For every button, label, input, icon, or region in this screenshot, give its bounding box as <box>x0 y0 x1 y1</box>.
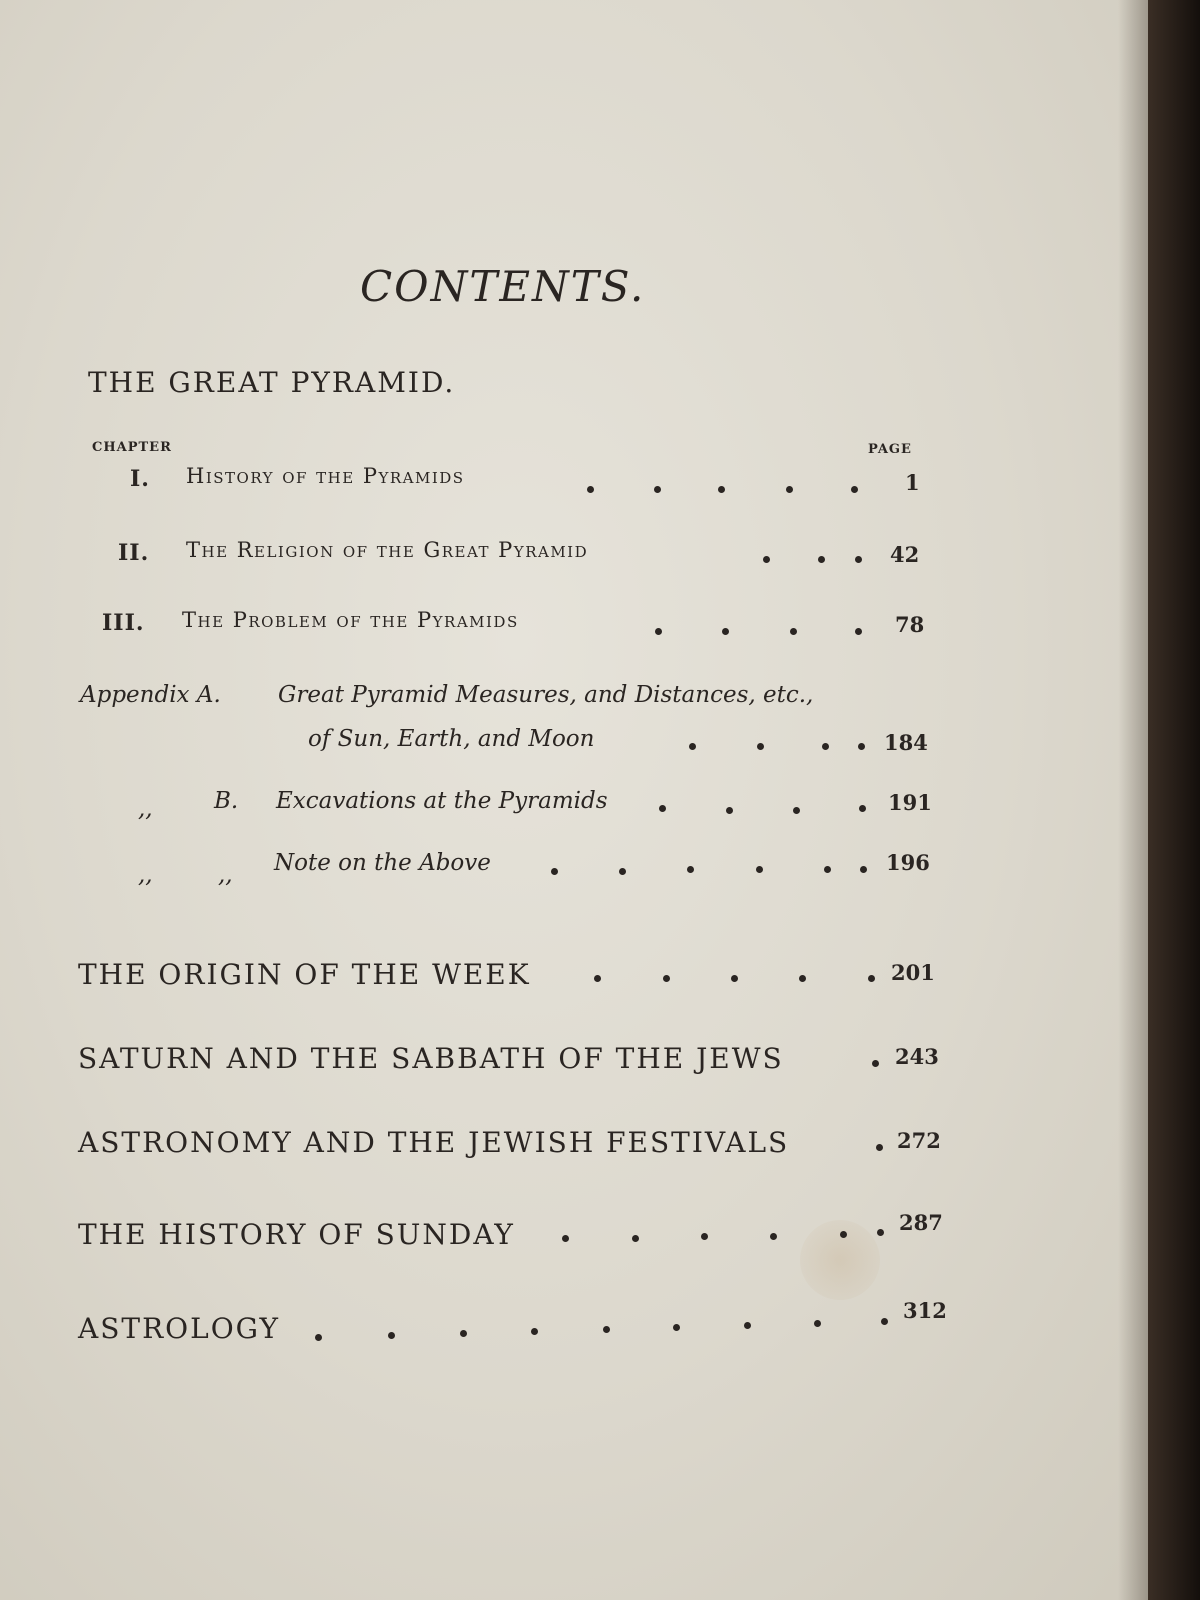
leader-dot <box>793 807 800 814</box>
leader-dot <box>632 1235 639 1242</box>
leader-dot <box>868 975 875 982</box>
page-column-label: PAGE <box>868 442 912 457</box>
leader-dot <box>315 1334 322 1341</box>
leader-dot <box>659 805 666 812</box>
leader-dot <box>687 866 694 873</box>
chapter-page: 78 <box>895 612 925 637</box>
appendix-page: 191 <box>888 790 932 815</box>
leader-dot <box>673 1324 680 1331</box>
leader-dot <box>858 743 865 750</box>
leader-dot <box>851 486 858 493</box>
leader-dot <box>818 556 825 563</box>
page-edge-shadow <box>1118 0 1148 1600</box>
section-title: ASTRONOMY AND THE JEWISH FESTIVALS <box>78 1126 790 1159</box>
appendix-title-line2: of Sun, Earth, and Moon <box>308 726 595 752</box>
appendix-page: 184 <box>884 730 928 755</box>
section-page: 201 <box>891 960 935 985</box>
section-page: 287 <box>899 1210 943 1235</box>
section-page: 243 <box>895 1044 939 1069</box>
leader-dot <box>877 1229 884 1236</box>
leader-dot <box>726 807 733 814</box>
leader-dot <box>531 1328 538 1335</box>
leader-dot <box>731 975 738 982</box>
leader-dot <box>757 743 764 750</box>
leader-dot <box>855 556 862 563</box>
leader-dot <box>460 1330 467 1337</box>
appendix-title: Excavations at the Pyramids <box>276 788 608 814</box>
ditto-mark: ,, <box>218 862 233 888</box>
leader-dot <box>855 628 862 635</box>
leader-dot <box>701 1233 708 1240</box>
section-title: ASTROLOGY <box>78 1312 281 1345</box>
leader-dot <box>655 628 662 635</box>
leader-dot <box>663 975 670 982</box>
chapter-number: III. <box>102 610 145 636</box>
chapter-column-label: CHAPTER <box>92 440 172 455</box>
leader-dot <box>790 628 797 635</box>
chapter-page: 42 <box>890 542 920 567</box>
section-title: SATURN AND THE SABBATH OF THE JEWS <box>78 1042 784 1075</box>
leader-dot <box>619 868 626 875</box>
ditto-mark: ,, <box>138 796 153 822</box>
section-page: 272 <box>897 1128 941 1153</box>
chapter-number: II. <box>118 540 150 566</box>
book-spine <box>1148 0 1200 1600</box>
page-title: CONTENTS. <box>360 262 646 311</box>
leader-dot <box>840 1231 847 1238</box>
leader-dot <box>881 1318 888 1325</box>
leader-dot <box>822 743 829 750</box>
leader-dot <box>718 486 725 493</box>
leader-dot <box>562 1235 569 1242</box>
leader-dot <box>654 486 661 493</box>
ditto-mark: ,, <box>138 862 153 888</box>
appendix-title-line1: Great Pyramid Measures, and Distances, etc., <box>278 682 814 708</box>
leader-dot <box>388 1332 395 1339</box>
leader-dot <box>872 1060 879 1067</box>
appendix-label: B. <box>214 788 239 814</box>
chapter-page: 1 <box>905 470 920 495</box>
chapter-title: The Religion of the Great Pyramid <box>186 538 589 562</box>
leader-dot <box>814 1320 821 1327</box>
leader-dot <box>594 975 601 982</box>
leader-dot <box>756 866 763 873</box>
chapter-number: I. <box>130 466 150 492</box>
leader-dot <box>722 628 729 635</box>
leader-dot <box>603 1326 610 1333</box>
section-title: THE HISTORY OF SUNDAY <box>78 1218 515 1251</box>
chapter-title: The Problem of the Pyramids <box>182 608 519 632</box>
leader-dot <box>860 866 867 873</box>
section-title: THE ORIGIN OF THE WEEK <box>78 958 531 991</box>
leader-dot <box>859 805 866 812</box>
section-page: 312 <box>903 1298 947 1323</box>
section-heading-great-pyramid: THE GREAT PYRAMID. <box>88 366 456 399</box>
leader-dot <box>551 868 558 875</box>
leader-dot <box>824 866 831 873</box>
leader-dot <box>876 1144 883 1151</box>
leader-dot <box>763 556 770 563</box>
chapter-title: History of the Pyramids <box>186 464 465 488</box>
appendix-title: Note on the Above <box>274 850 491 876</box>
appendix-page: 196 <box>886 850 930 875</box>
leader-dot <box>689 743 696 750</box>
appendix-label: Appendix A. <box>80 682 221 708</box>
leader-dot <box>744 1322 751 1329</box>
leader-dot <box>770 1233 777 1240</box>
leader-dot <box>587 486 594 493</box>
leader-dot <box>786 486 793 493</box>
leader-dot <box>799 975 806 982</box>
